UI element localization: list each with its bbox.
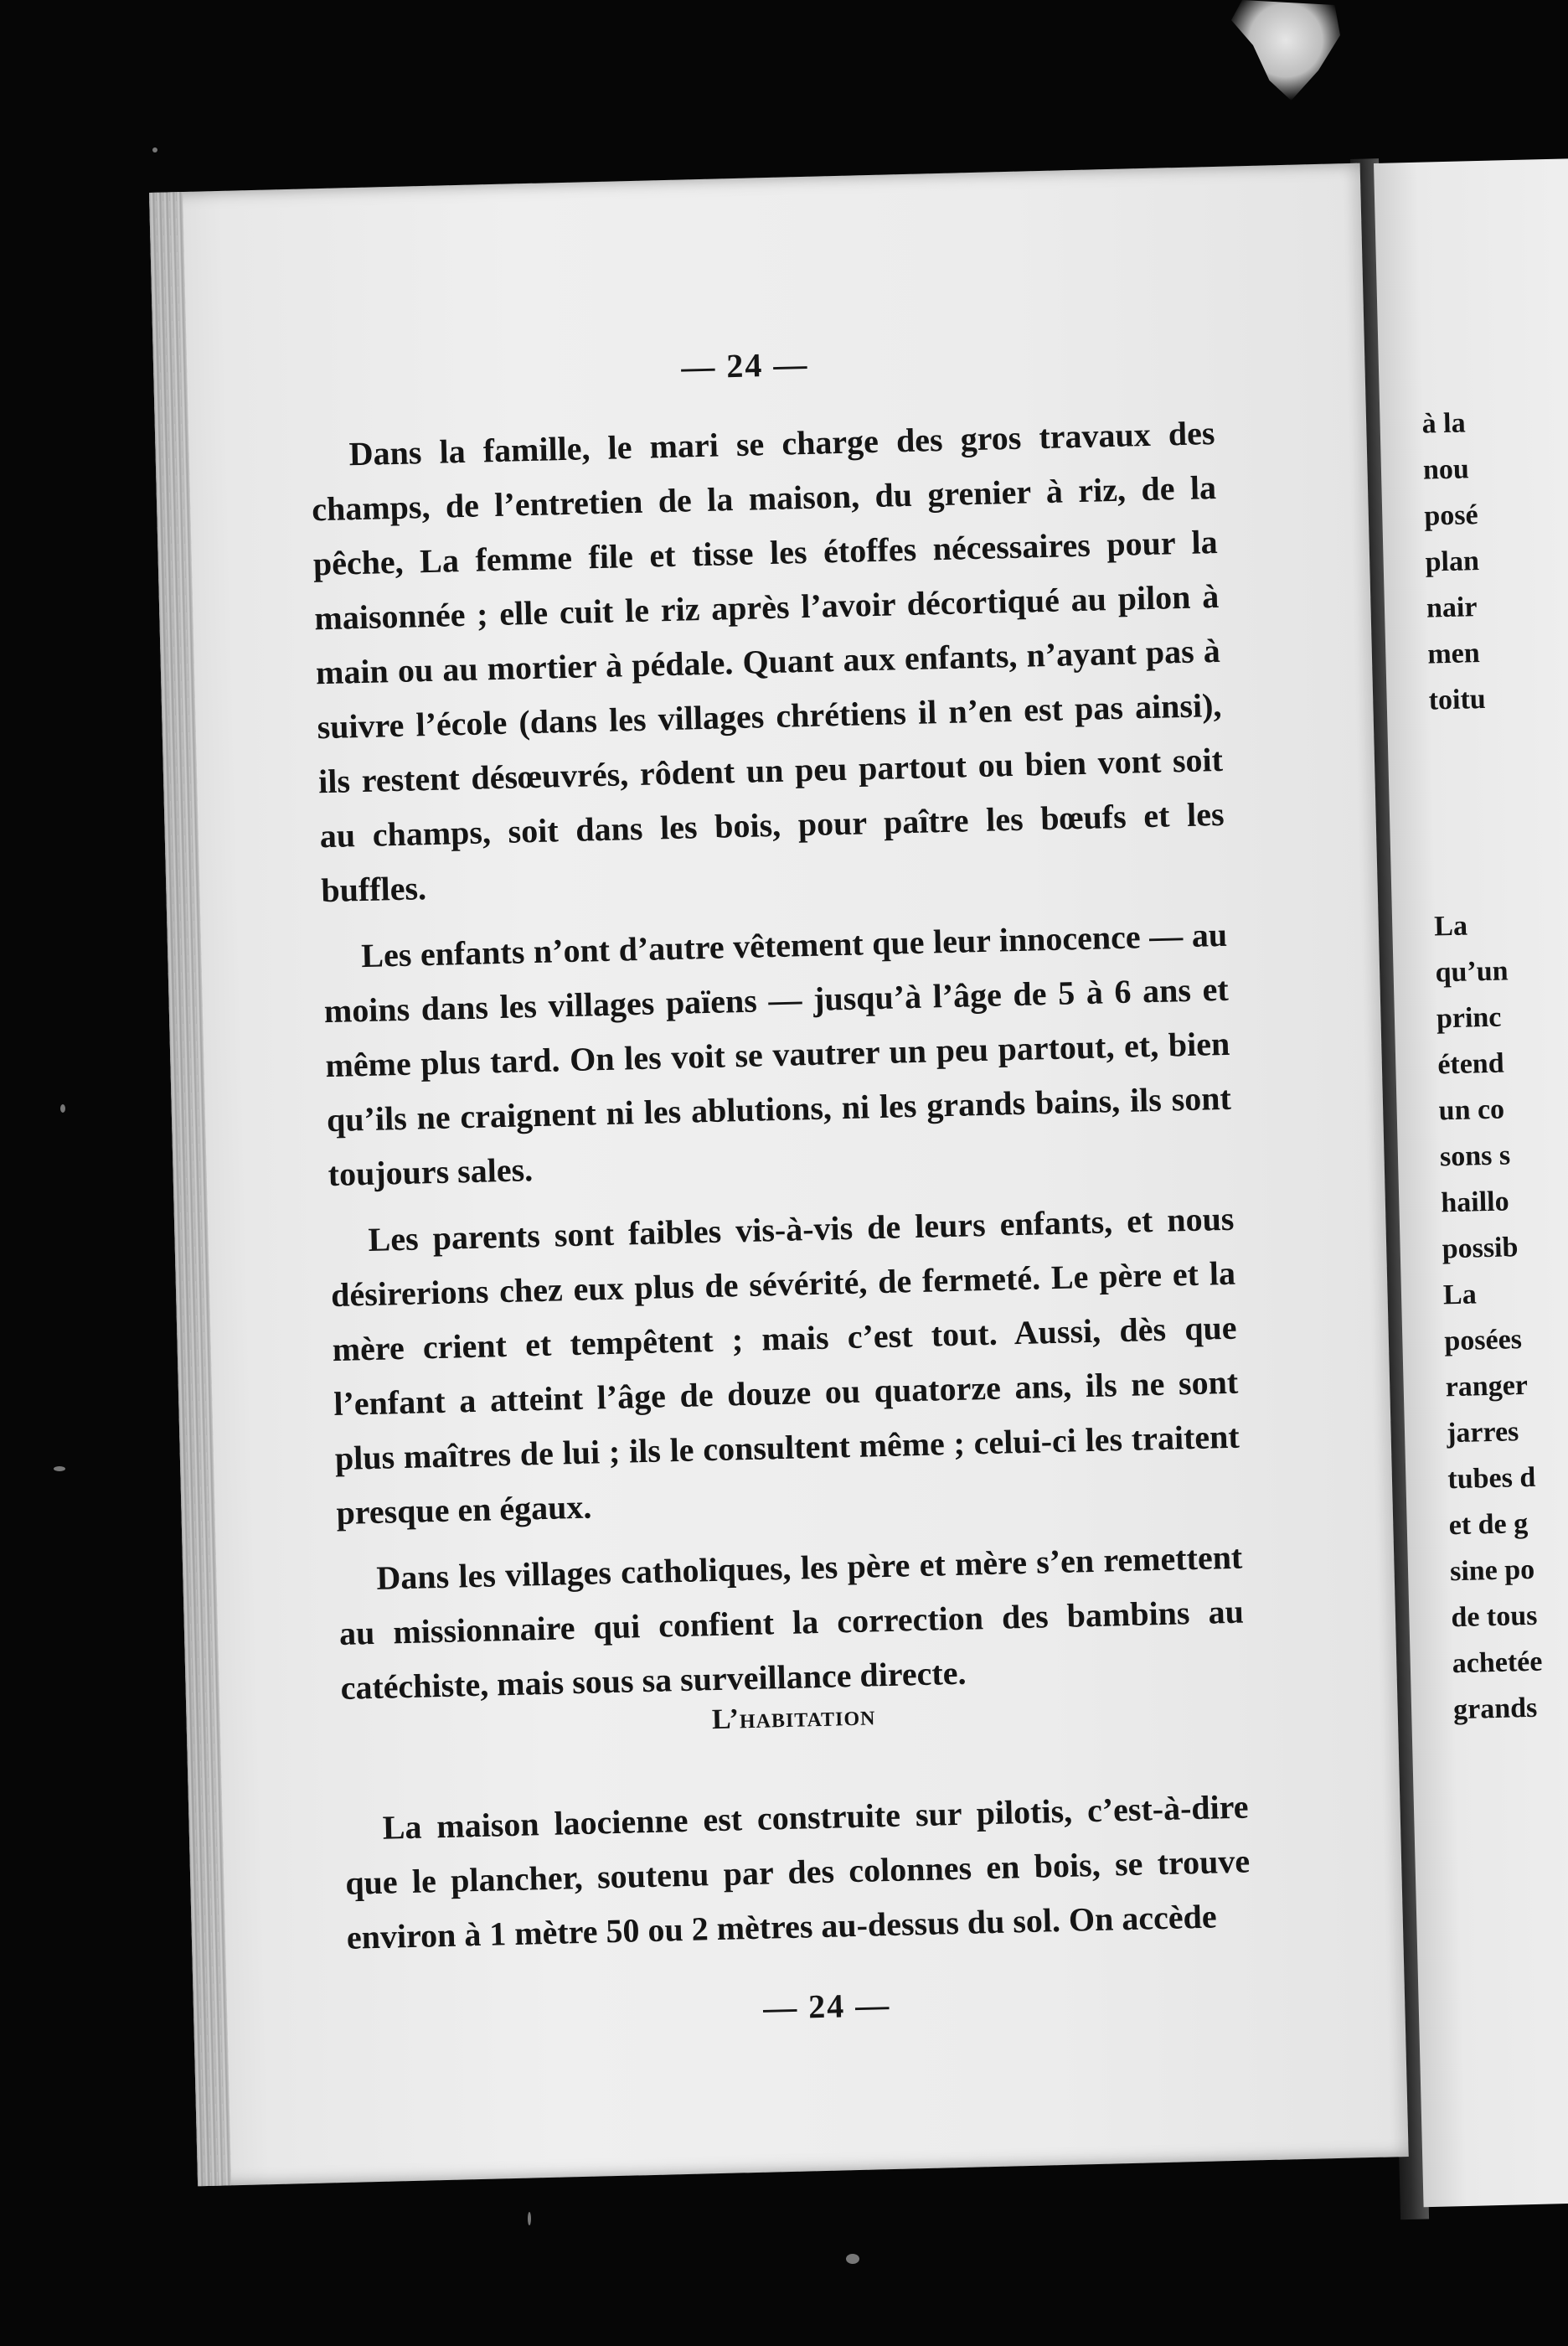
text-line: nou [1422, 453, 1470, 486]
torn-paper-fragment [1231, 0, 1340, 101]
section-heading: L’habitation [711, 1700, 876, 1736]
right-page-text-top [1421, 397, 1568, 724]
text-line: La [1442, 1279, 1478, 1311]
paragraph: Dans la famille, le mari se charge des gros travaux des champs, de l’entretien de la maison, du grenier à riz, de la pêche, La femme file et tisse les étoffes nécessaires pour la maisonnée ; elle cuit le riz après l’avoir décortiqué au pilon à main ou au mortier à pédale. Quant aux enfants, n’ayant pas à suivre l’école (dans les villages chrétiens il n’en est pas ainsi), ils restent désœuvrés, rôdent un peu partout ou bien vont soit au champs, soit dans les bois, pour paître les bœufs et les buffles. [311, 414, 1225, 910]
paragraph: Les parents sont faibles vis-à-vis de leurs enfants, et nous désirerions chez eux plus de sévérité, de fermeté. Le père et la mère crient et tempêtent ; mais c’est tout. Aussi, dès que l’enfant a atteint l’âge de douze ou quatorze ans, ils ne sont plus maîtres de lui ; ils le consultent même ; celui-ci les traitent presque en égaux. [330, 1199, 1240, 1532]
text-line: plan [1425, 545, 1480, 578]
text-line: sons s [1439, 1139, 1511, 1173]
text-line: achetée [1452, 1646, 1543, 1680]
text-line: tubes d [1447, 1461, 1536, 1496]
text-line: et de g [1448, 1507, 1529, 1542]
text-line: grands [1452, 1692, 1538, 1726]
text-line: qu’un [1435, 955, 1509, 989]
text-line: haillo [1440, 1186, 1510, 1219]
text-line: possib [1442, 1232, 1519, 1265]
left-page [149, 163, 1409, 2187]
text-line: toitu [1428, 683, 1487, 716]
paragraph: Les enfants n’ont d’autre vêtement que leur innocence — au moins dans les villages païens — jusqu’à l’âge de 5 à 6 ans et même plus tard. On les voit se vautrer un peu partout, et, bien qu’ils ne craignent ni les ablutions, ni les grands bains, ils sont toujours sales. [323, 915, 1232, 1194]
dust-speck [152, 147, 157, 152]
text-line: à la [1421, 407, 1467, 440]
text-line: La [1433, 910, 1468, 943]
text-line: sine po [1449, 1553, 1535, 1588]
dust-speck [846, 2254, 859, 2264]
dust-speck [54, 1466, 65, 1471]
text-line: jarres [1446, 1416, 1519, 1449]
text-line: de tous [1450, 1599, 1538, 1634]
paragraph: La maison laocienne est construite sur pilotis, c’est-à-dire que le plancher, soutenu par des colonnes en bois, se trouve environ à 1 mètre 50 ou 2 mètres au-dessus du sol. On accède [344, 1787, 1251, 1956]
text-line: princ [1436, 1001, 1502, 1035]
body-text-after-heading [343, 1780, 1252, 1977]
right-page-text-bottom [1434, 900, 1568, 1734]
text-line: men [1426, 638, 1481, 670]
text-line: étend [1436, 1047, 1505, 1081]
text-line: un co [1438, 1093, 1505, 1127]
page-number-bottom: — 24 — [762, 1986, 891, 2027]
paragraph: Dans les villages catholiques, les père et mère s’en remettent au missionnaire qui confient la correction des bambins au catéchiste, mais sous sa surveillance directe. [338, 1537, 1245, 1707]
text-line: ranger [1445, 1369, 1529, 1403]
text-line: posées [1443, 1324, 1523, 1357]
page-number-top: — 24 — [680, 344, 809, 386]
body-text-before-heading [310, 406, 1246, 1727]
text-line: nair [1426, 592, 1478, 624]
page-stack-edge [149, 192, 231, 2186]
dust-speck [528, 2212, 531, 2225]
text-line: posé [1423, 499, 1478, 532]
dust-speck [60, 1104, 65, 1113]
